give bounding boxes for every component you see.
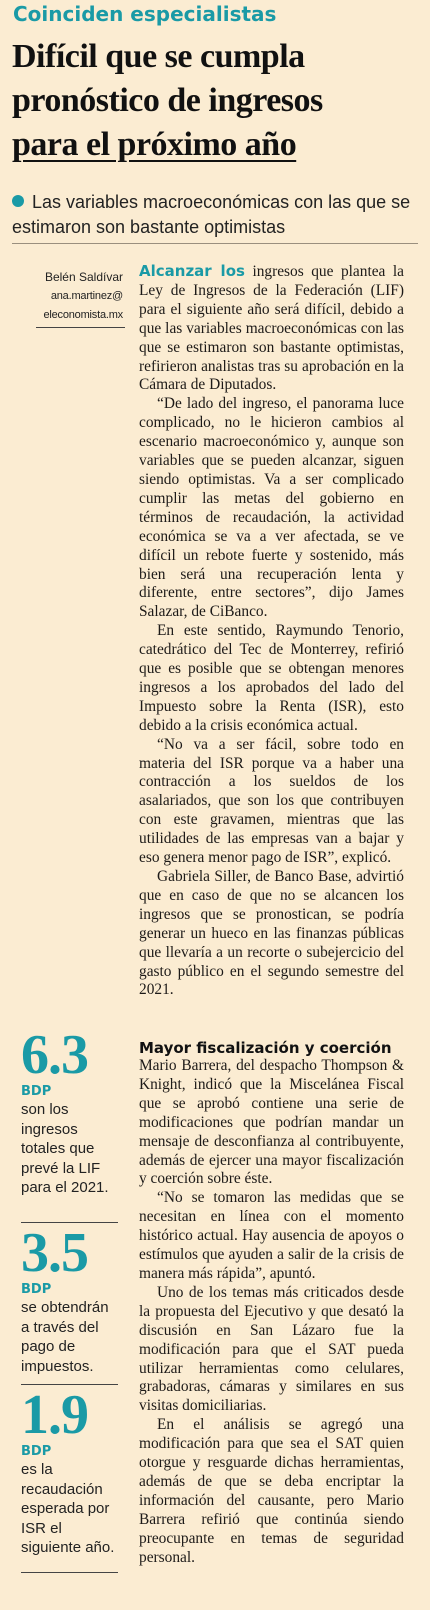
- byline-rule: [36, 327, 125, 328]
- byline-email-domain: eleconomista.mx: [43, 309, 123, 321]
- headline-line-3: para el próximo año: [12, 126, 297, 163]
- headline-line-1: Difícil que se cumpla: [12, 38, 305, 75]
- divider: [12, 243, 418, 244]
- stat-description: es la recaudación esperada por ISR el siguiente año.: [21, 1461, 115, 1556]
- stat-divider: [21, 1572, 118, 1573]
- stat-unit: BDP: [21, 1444, 52, 1459]
- paragraph-9: En el análisis se agregó una modificación para que sea el SAT quien otorgue y resguarde dichas herramientas, además de que se deba encriptar la información del causante, pero Mario Barrera refirió que continúa siendo preocupante en temas de seguridad personal.: [139, 1416, 404, 1566]
- paragraph-1: [139, 262, 404, 395]
- lead-in: Alcanzar los: [139, 262, 245, 280]
- paragraph-2: “De lado del ingreso, el panorama luce complicado, no le hicieron cambios al escenario macroeconómico y, aunque son variables que se pueden alcanzar, siguen siendo optimistas. Va a ser complicado cumplir las metas del gobierno en términos de recaudación, la actividad económica se va a ver afectada, se ve difícil un rebote fuerte y sostenido, más bien será una recuperación lenta y diferente, entre sectores”, dijo James Salazar, de CiBanco.: [139, 395, 404, 621]
- bullet-dot-icon: [12, 195, 24, 207]
- subheading: Mayor fiscalización y coerción: [139, 1039, 392, 1057]
- paragraph-6: Mario Barrera, del despacho Thompson & Knight, indicó que la Miscelánea Fiscal que se aprobó contiene una serie de modificaciones que podrían mandar un mensaje de desconfianza al contribuyente, además de ejercer una mayor fiscalización y coerción sobre éste.: [139, 1057, 404, 1188]
- stat-description: son los ingresos totales que prevé la LIF para el 2021.: [21, 1101, 109, 1196]
- summary: [12, 190, 417, 240]
- article-body-part-2: [139, 1039, 404, 1567]
- paragraph-7: “No se tomaron las medidas que se necesitan en línea con el momento histórico actual. Hay ausencia de apoyos o estímulos que ayuden a salir de la crisis de manera más rápida”, apuntó.: [139, 1189, 404, 1282]
- stat-box-1: [21, 1024, 121, 1198]
- stat-box-3: [21, 1384, 121, 1558]
- kicker: Coinciden especialistas: [13, 2, 277, 26]
- stat-value: 1.9: [21, 1384, 88, 1446]
- stat-unit: BDP: [21, 1282, 52, 1297]
- summary-text: Las variables macroeconómicas con las que se estimaron son bastante optimistas: [12, 192, 411, 237]
- byline-email-user: ana.martinez@: [50, 290, 123, 302]
- byline-author: Belén Saldívar: [44, 270, 123, 284]
- paragraph-5: Gabriela Siller, de Banco Base, advirtió que en caso de que no se alcancen los ingresos que se pronostican, se podría generar un hueco en las finanzas públicas que llevaría a un recorte o subejercicio del gasto público en el segundo semestre del 2021.: [139, 868, 404, 999]
- stat-value: 6.3: [21, 1024, 88, 1086]
- paragraph-3: En este sentido, Raymundo Tenorio, catedrático del Tec de Monterrey, refirió que es posible que se obtengan menores ingresos a los aprobados del lado del Impuesto sobre la Renta (ISR), esto debido a la crisis económica actual.: [139, 622, 404, 734]
- paragraph-4: “No va a ser fácil, sobre todo en materia del ISR porque va a haber una contracción a los sueldos de los asalariados, que son los que contribuyen con este gravamen, mientras que las utilidades de las empresas van a bajar y eso genera menor pago de ISR”, explicó.: [139, 735, 404, 867]
- paragraph-8: Uno de los temas más criticados desde la propuesta del Ejecutivo y que desató la discusión en San Lázaro fue la modificación para que el SAT pueda utilizar herramientas como celulares, grabadoras, cámaras y similares en sus visitas domiciliarias.: [139, 1283, 404, 1415]
- byline: [36, 268, 123, 325]
- stat-unit: BDP: [21, 1084, 52, 1099]
- article-body-part-1: [139, 262, 404, 1000]
- stat-description: se obtendrán a través del pago de impuestos.: [21, 1299, 109, 1375]
- headline-line-2: pronóstico de ingresos: [12, 82, 323, 119]
- stat-value: 3.5: [21, 1222, 88, 1284]
- stat-box-2: [21, 1222, 121, 1376]
- headline: [12, 35, 422, 167]
- paragraph-1-text: ingresos que plantea la Ley de Ingresos de la Federación (LIF) para el siguiente año será difícil, debido a que las variables macroeconómicas con las que se estimaron son bastante optimistas, refirieron analistas tras su aprobación en la Cámara de Diputados.: [139, 263, 404, 394]
